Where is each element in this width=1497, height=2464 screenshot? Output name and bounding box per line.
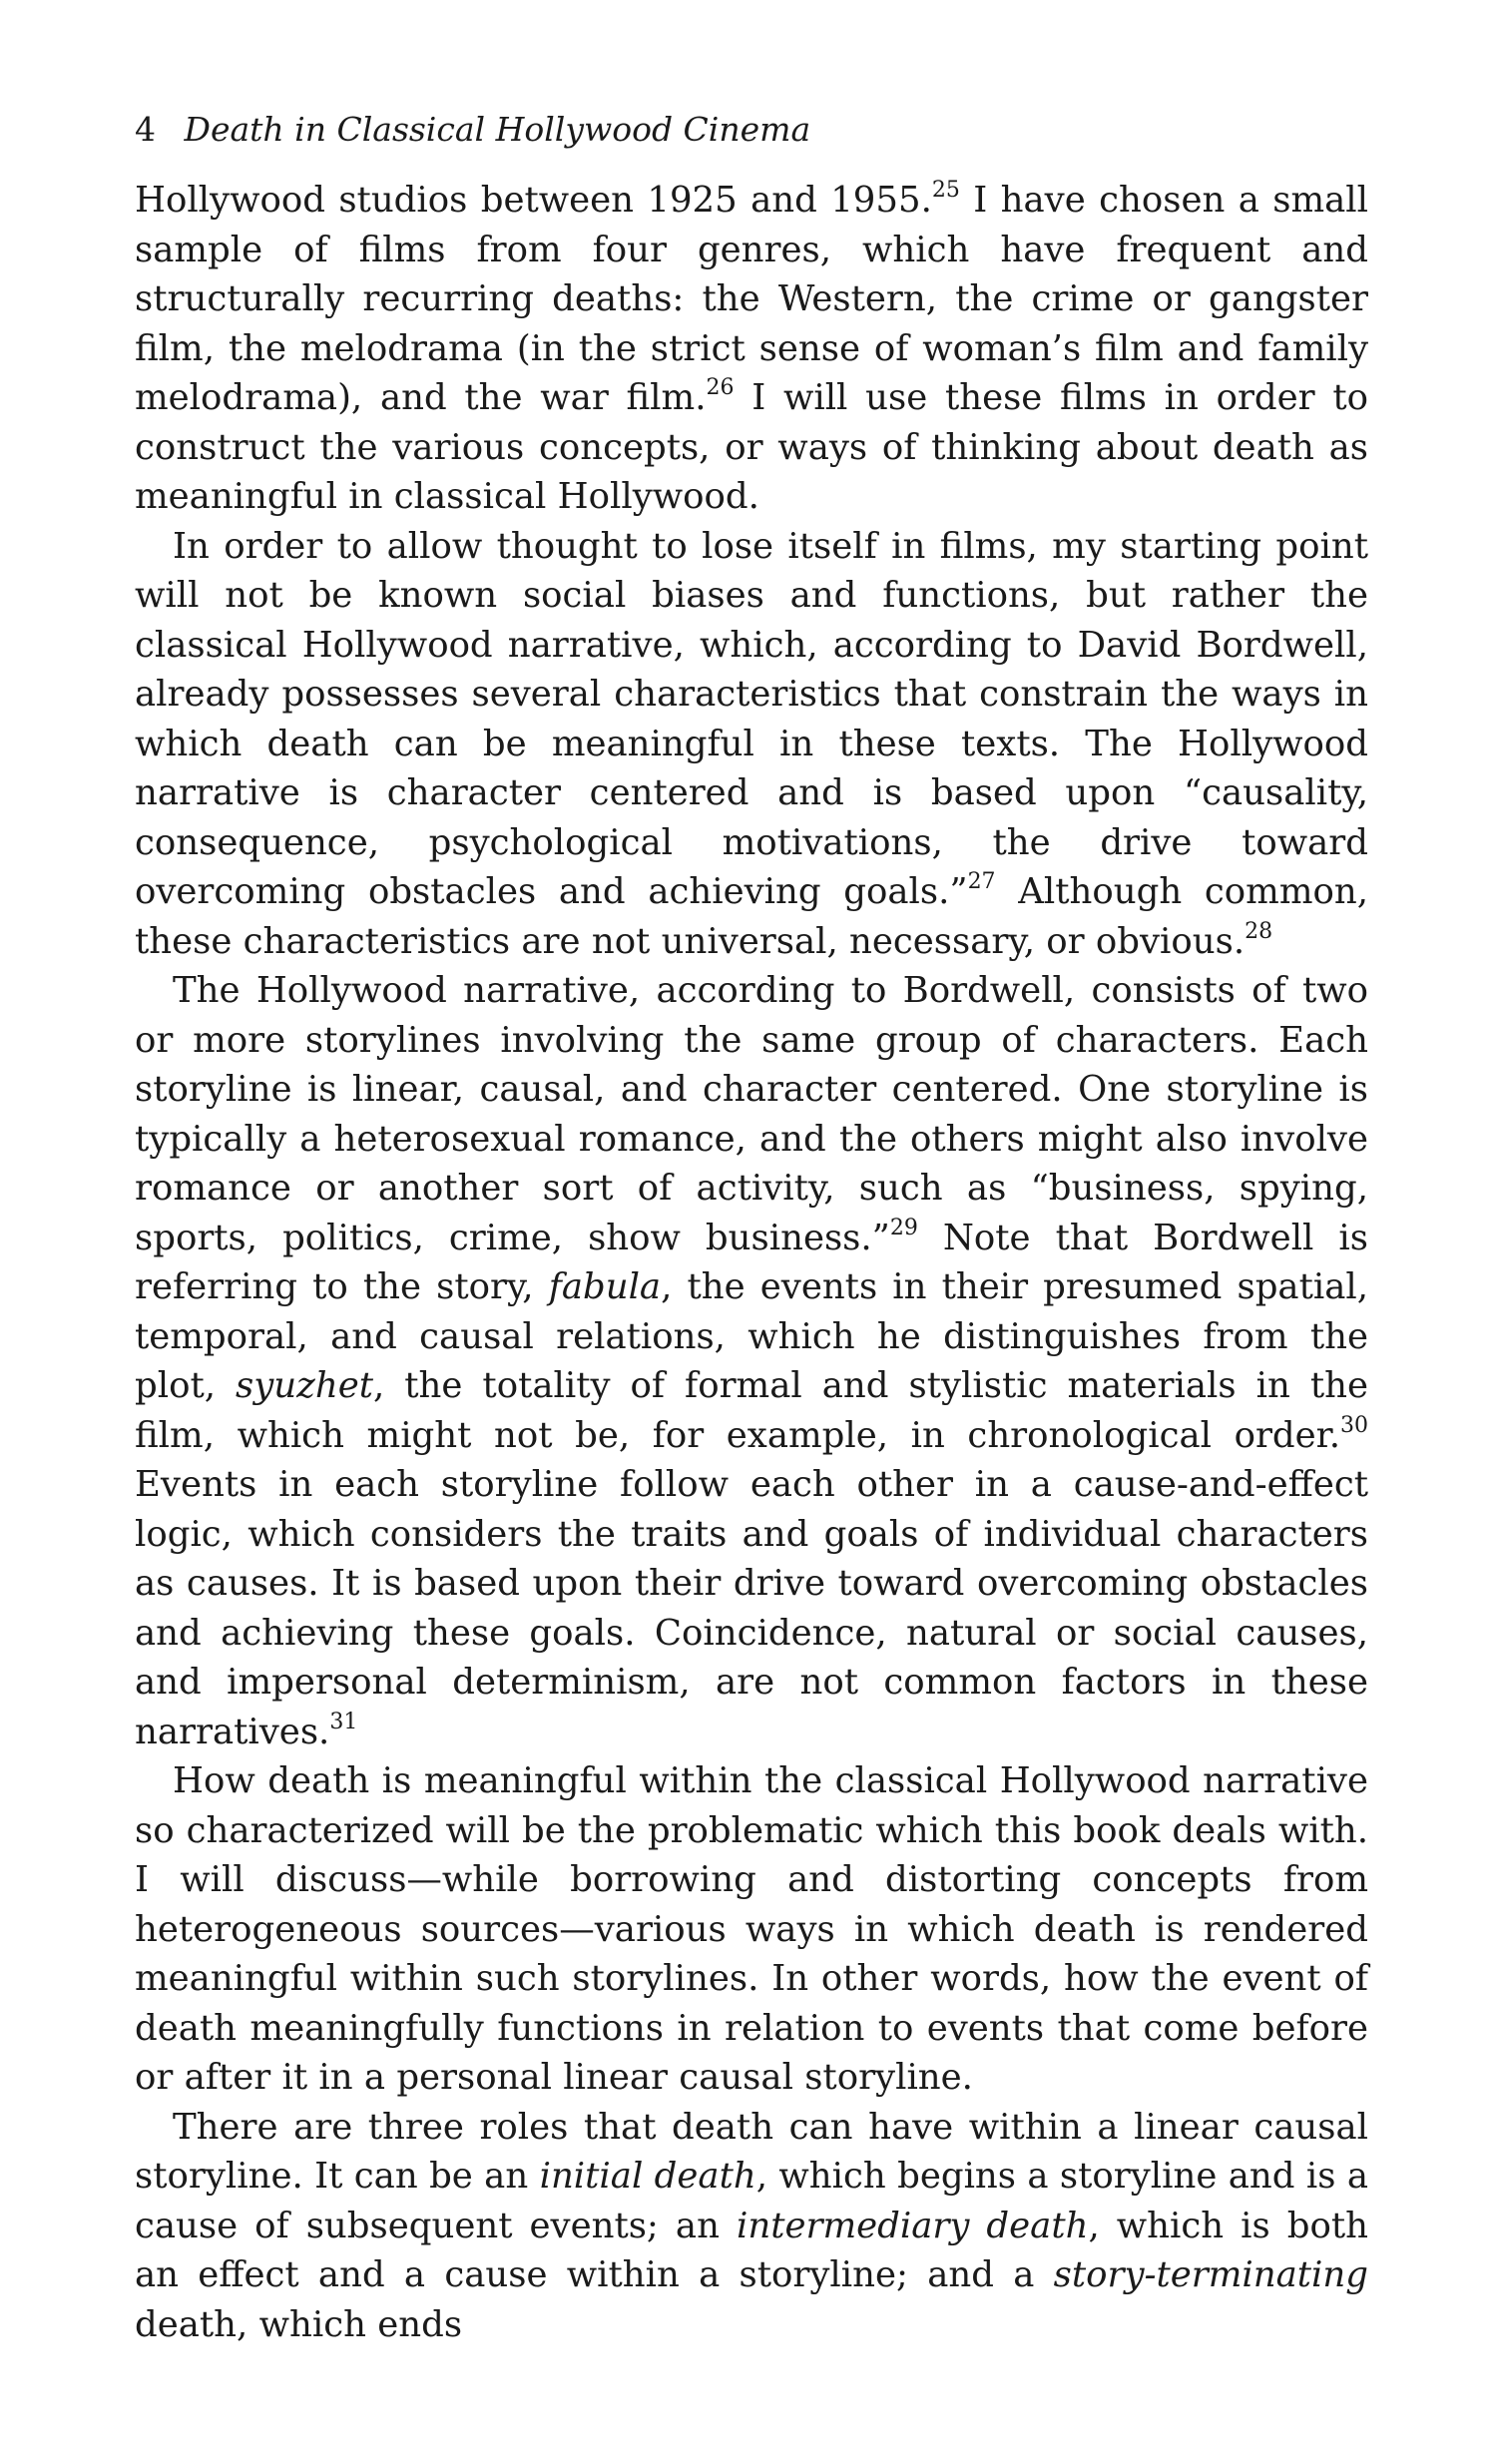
footnote-ref: 27: [967, 869, 996, 895]
text-run: I have chosen a small sample of films from four genres, which have frequent and structurally recurring deaths: the Western, the crime or gangster film, the melodrama (in the strict sense of woman’s film and family melodrama), and the war film.: [135, 180, 1368, 418]
text-run: , which is both an effect and a cause within a storyline; and a: [135, 2205, 1368, 2295]
italic-term: initial death: [539, 2156, 756, 2197]
text-run: The Hollywood narrative, according to Bordwell, consists of two or more storylines involving the same group of characters. Each storyline is linear, causal, and character centered. One storyline is typically a heterosexual romance, and the others might also involve romance or another sort of activity, such as “business, spying, sports, politics, crime, show business.”: [135, 970, 1368, 1258]
footnote-ref: 31: [329, 1709, 358, 1734]
italic-term: fabula: [548, 1266, 662, 1307]
footnote-ref: 25: [931, 178, 960, 204]
paragraph-3: [135, 966, 1368, 1756]
footnote-ref: 30: [1340, 1412, 1368, 1438]
paragraph-2: [135, 522, 1368, 967]
text-run: , which begins a storyline and is a cause of subsequent events; an: [135, 2156, 1368, 2246]
text-run: Hollywood studios between 1925 and 1955.: [135, 180, 932, 221]
text-run: I will use these films in order to construct the various concepts, or ways of thinking about death as meaningful in classical Hollywood.: [135, 377, 1368, 517]
text-run: , the events in their presumed spatial, temporal, and causal relations, which he distinguishes from the plot,: [135, 1266, 1368, 1406]
italic-term: story-terminating: [1053, 2254, 1368, 2295]
text-run: There are three roles that death can have within a linear causal storyline. It can be an: [135, 2106, 1368, 2197]
footnote-ref: 29: [889, 1215, 918, 1240]
text-run: How death is meaningful within the classical Hollywood narrative so characterized will be the problematic which this book deals with. I will discuss—while borrowing and distorting concepts from heterogeneous sources—various ways in which death is rendered meaningful within such storylines. In other words, how the event of death meaningfully functions in relation to events that come before or after it in a personal linear causal storyline.: [135, 1760, 1368, 2098]
text-run: death, which ends: [135, 2303, 463, 2345]
text-run: Although common, these characteristics are not universal, necessary, or obvious.: [135, 871, 1368, 962]
paragraph-5: [135, 2103, 1368, 2350]
text-run: , the totality of formal and stylistic materials in the film, which might not be, for example, in chronological order.: [135, 1365, 1368, 1456]
text-run: Note that Bordwell is referring to the story,: [135, 1217, 1368, 1307]
italic-term: syuzhet: [236, 1365, 373, 1406]
book-page: [135, 110, 1368, 2349]
italic-term: intermediary death: [736, 2205, 1089, 2246]
text-run: Events in each storyline follow each other in a cause-and-effect logic, which considers the traits and goals of individual characters as causes. It is based upon their drive toward overcoming obstacles and achieving these goals. Coincidence, natural or social causes, and impersonal determinism, are not common factors in these narratives.: [135, 1464, 1368, 1752]
paragraph-4: [135, 1756, 1368, 2103]
footnote-ref: 26: [706, 375, 735, 401]
paragraph-1: [135, 176, 1368, 522]
running-head: [135, 110, 1368, 150]
page-number: 4: [135, 110, 156, 149]
text-run: In order to allow thought to lose itself in films, my starting point will not be known social biases and functions, but rather the classical Hollywood narrative, which, according to David Bordwell, already possesses several characteristics that constrain the ways in which death can be meaningful in these texts. The Hollywood narrative is character centered and is based upon “causality, consequence, psychological motivations, the drive toward overcoming obstacles and achieving goals.”: [135, 525, 1368, 912]
footnote-ref: 28: [1245, 918, 1273, 944]
body-text: [135, 176, 1368, 2349]
running-head-title: Death in Classical Hollywood Cinema: [184, 110, 811, 149]
